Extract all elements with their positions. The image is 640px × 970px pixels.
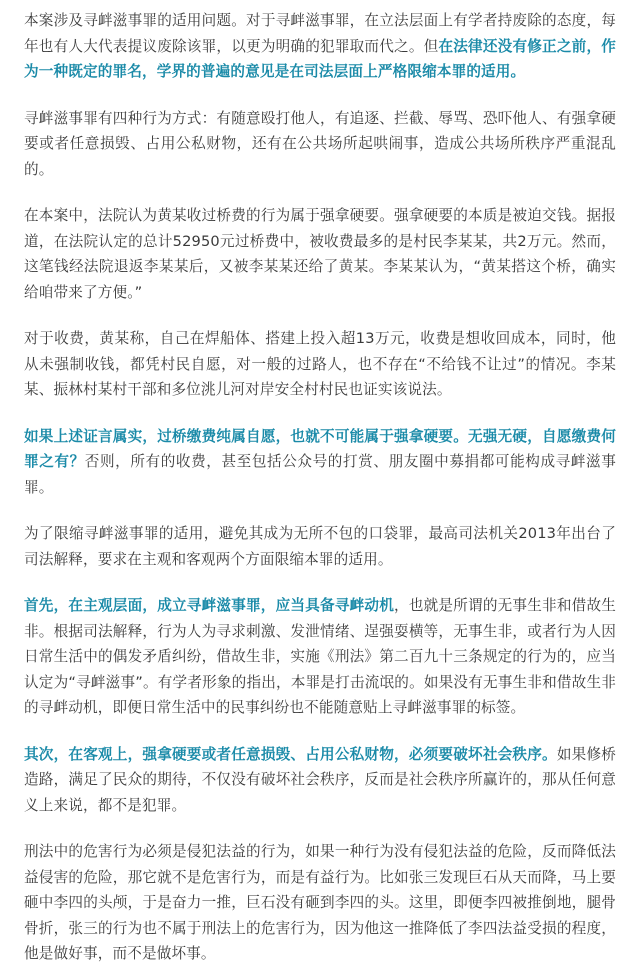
paragraph-3 (24, 203, 616, 305)
paragraph-9 (24, 839, 616, 967)
paragraph-8-text: 如果修桥造路，满足了民众的期待，不仅没有破坏社会秩序，反而是社会秩序所赢许的，那从任何意义上来说，都不是犯罪。 (24, 745, 616, 814)
paragraph-9-text: 刑法中的危害行为必须是侵犯法益的行为，如果一种行为没有侵犯法益的危险，反而降低法益侵害的危险，那它就不是危害行为，而是有益行为。比如张三发现巨石从天而降，马上要砸中李四的头颅，于是奋力一推，巨石没有砸到李四的头。这里，即便李四被推倒地，腿骨骨折，张三的行为也不属于刑法上的危害行为，因为他这一推降低了李四法益受损的程度，他是做好事，而不是做坏事。 (24, 843, 616, 962)
paragraph-8-highlight: 其次，在客观上，强拿硬要或者任意损毁、占用公私财物，必须要破坏社会秩序。 (24, 745, 557, 763)
paragraph-7 (24, 593, 616, 721)
paragraph-8 (24, 742, 616, 819)
paragraph-2-text: 寻衅滋事罪有四种行为方式：有随意殴打他人，有追逐、拦截、辱骂、恐吓他人、有强拿硬要或者任意损毁、占用公私财物，还有在公共场所起哄闹事，造成公共场所秩序严重混乱的。 (24, 109, 616, 178)
paragraph-5-highlight: 如果上述证言属实，过桥缴费纯属自愿，也就不可能属于强拿硬要。无强无硬，自愿缴费何罪之有？ (24, 427, 616, 470)
paragraph-7-highlight: 首先，在主观层面，成立寻衅滋事罪，应当具备寻衅动机 (24, 597, 395, 614)
paragraph-3-text: 在本案中，法院认为黄某收过桥费的行为属于强拿硬要。强拿硬要的本质是被迫交钱。据报道，在法院认定的总计52950元过桥费中，被收费最多的是村民李某某，共2万元。然而，这笔钱经法院退返李某某后，又被李某某还给了黄某。李某某认为，“黄某搭这个桥，确实给咱带来了方便。” (24, 207, 616, 301)
paragraph-7-text: ，也就是所谓的无事生非和借故生非。根据司法解释，行为人为寻求刺激、发泄情绪、逞强耍横等，无事生非，或者行为人因日常生活中的偶发矛盾纠纷，借故生非，实施《刑法》第二百九十三条规定的行为的，应当认定为“寻衅滋事”。有学者形象的指出，本罪是打击流氓的。如果没有无事生非和借故生非的寻衅动机，即便日常生活中的民事纠纷也不能随意贴上寻衅滋事罪的标签。 (24, 597, 616, 716)
paragraph-2 (24, 106, 616, 183)
paragraph-5 (24, 424, 616, 501)
paragraph-6 (24, 521, 616, 572)
paragraph-1-highlight: 在法律还没有修正之前，作为一种既定的罪名，学界的普遍的意见是在司法层面上严格限缩本罪的适用。 (24, 37, 616, 80)
paragraph-1 (24, 8, 616, 85)
paragraph-5-text: 否则，所有的收费，甚至包括公众号的打赏、朋友圈中募捐都可能构成寻衅滋事罪。 (24, 453, 616, 496)
paragraph-4 (24, 326, 616, 403)
paragraph-1-text: 本案涉及寻衅滋事罪的适用问题。对于寻衅滋事罪，在立法层面上有学者持废除的态度，每年也有人大代表提议废除该罪，以更为明确的犯罪取而代之。但 (24, 12, 616, 55)
paragraph-6-text: 为了限缩寻衅滋事罪的适用，避免其成为无所不包的口袋罪，最高司法机关2013年出台了司法解释，要求在主观和客观两个方面限缩本罪的适用。 (24, 525, 616, 568)
paragraph-4-text: 对于收费，黄某称，自己在焊船体、搭建上投入超13万元，收费是想收回成本，同时，他从未强制收钱，都凭村民自愿，对一般的过路人，也不存在“不给钱不让过”的情况。李某某、振林村某村干部和多位洮儿河对岸安全村村民也证实该说法。 (24, 330, 616, 398)
